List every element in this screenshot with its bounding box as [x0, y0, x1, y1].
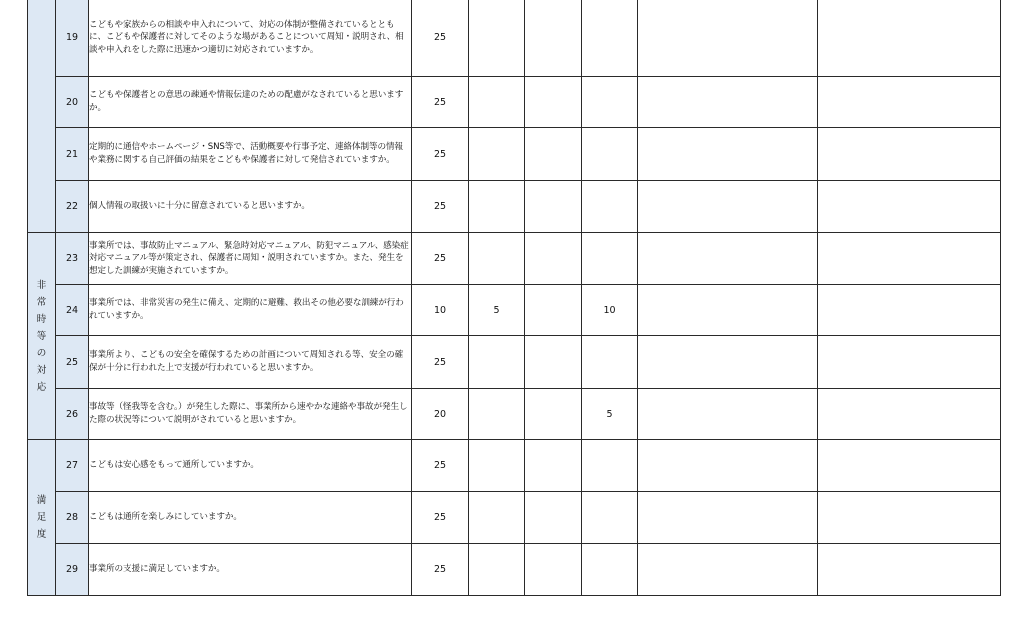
comment-cell: [638, 0, 818, 77]
response-cell: [818, 181, 1001, 233]
comment-cell: [638, 492, 818, 544]
count-cell: 5: [469, 285, 525, 336]
count-cell: [582, 0, 638, 77]
row-number: 29: [56, 544, 89, 596]
count-cell: [582, 336, 638, 389]
section-label-text: 満足度: [36, 495, 47, 540]
count-cell: [525, 389, 582, 440]
count-cell: [582, 128, 638, 181]
response-cell: [818, 0, 1001, 77]
section-label-text: 非常時等の対応: [36, 279, 47, 393]
count-cell: 25: [412, 233, 469, 285]
question-text: 事業所の支援に満足していますか。: [89, 544, 412, 596]
count-cell: [525, 77, 582, 128]
response-cell: [818, 336, 1001, 389]
table-row: [28, 0, 1001, 77]
count-cell: [582, 233, 638, 285]
count-cell: 25: [412, 440, 469, 492]
count-cell: [582, 492, 638, 544]
response-cell: [818, 285, 1001, 336]
table-row: [28, 492, 1001, 544]
table-row: [28, 389, 1001, 440]
count-cell: [469, 0, 525, 77]
comment-cell: [638, 285, 818, 336]
question-text: 事業所より、こどもの安全を確保するための計画について周知される等、安全の確保が十分に行われた上で支援が行われていると思いますか。: [89, 336, 412, 389]
count-cell: 25: [412, 128, 469, 181]
comment-cell: [638, 440, 818, 492]
response-cell: [818, 440, 1001, 492]
row-number: 22: [56, 181, 89, 233]
response-cell: [818, 544, 1001, 596]
count-cell: [525, 544, 582, 596]
count-cell: 10: [412, 285, 469, 336]
count-cell: 25: [412, 181, 469, 233]
section-label-emergency: [28, 233, 56, 440]
comment-cell: [638, 233, 818, 285]
response-cell: [818, 128, 1001, 181]
count-cell: [469, 544, 525, 596]
question-text: こどもや保護者との意思の疎通や情報伝達のための配慮がなされていると思いますか。: [89, 77, 412, 128]
count-cell: [469, 128, 525, 181]
count-cell: [582, 440, 638, 492]
count-cell: 25: [412, 77, 469, 128]
count-cell: [469, 233, 525, 285]
response-cell: [818, 233, 1001, 285]
question-text: 事故等（怪我等を含む。）が発生した際に、事業所から速やかな連絡や事故が発生した際の状況等について説明がされていると思いますか。: [89, 389, 412, 440]
survey-table: [27, 0, 1001, 596]
question-text: 事業所では、非常災害の発生に備え、定期的に避難、救出その他必要な訓練が行われていますか。: [89, 285, 412, 336]
count-cell: [582, 544, 638, 596]
count-cell: [469, 336, 525, 389]
count-cell: 25: [412, 492, 469, 544]
count-cell: [469, 389, 525, 440]
count-cell: [469, 492, 525, 544]
table-row: [28, 544, 1001, 596]
count-cell: [525, 336, 582, 389]
comment-cell: [638, 336, 818, 389]
question-text: こどもは安心感をもって通所していますか。: [89, 440, 412, 492]
count-cell: 20: [412, 389, 469, 440]
comment-cell: [638, 77, 818, 128]
count-cell: [525, 181, 582, 233]
row-number: 25: [56, 336, 89, 389]
section-label-satisfaction: [28, 440, 56, 596]
count-cell: [582, 181, 638, 233]
count-cell: 25: [412, 336, 469, 389]
response-cell: [818, 492, 1001, 544]
comment-cell: [638, 544, 818, 596]
question-text: 定期的に通信やホームページ・SNS等で、活動概要や行事予定、連絡体制等の情報や業務に関する自己評価の結果をこどもや保護者に対して発信されていますか。: [89, 128, 412, 181]
question-text: 個人情報の取扱いに十分に留意されていると思いますか。: [89, 181, 412, 233]
response-cell: [818, 77, 1001, 128]
count-cell: 25: [412, 0, 469, 77]
row-number: 21: [56, 128, 89, 181]
question-text: こどもや家族からの相談や申入れについて、対応の体制が整備されているとともに、こどもや保護者に対してそのような場があることについて周知・説明され、相談や申入れをした際に迅速かつ適切に対応されていますか。: [89, 0, 412, 77]
count-cell: [525, 492, 582, 544]
count-cell: [469, 440, 525, 492]
comment-cell: [638, 181, 818, 233]
count-cell: [525, 128, 582, 181]
table-row: [28, 181, 1001, 233]
row-number: 19: [56, 0, 89, 77]
table-row: [28, 233, 1001, 285]
table-row: [28, 77, 1001, 128]
table-row: [28, 128, 1001, 181]
question-text: 事業所では、事故防止マニュアル、緊急時対応マニュアル、防犯マニュアル、感染症対応マニュアル等が策定され、保護者に周知・説明されていますか。また、発生を想定した訓練が実施されていますか。: [89, 233, 412, 285]
count-cell: [469, 181, 525, 233]
row-number: 27: [56, 440, 89, 492]
table-row: [28, 285, 1001, 336]
table-row: [28, 440, 1001, 492]
count-cell: [525, 233, 582, 285]
count-cell: [469, 77, 525, 128]
question-text: こどもは通所を楽しみにしていますか。: [89, 492, 412, 544]
count-cell: [582, 77, 638, 128]
count-cell: 10: [582, 285, 638, 336]
comment-cell: [638, 128, 818, 181]
row-number: 24: [56, 285, 89, 336]
count-cell: [525, 440, 582, 492]
section-cell-previous: [28, 0, 56, 233]
count-cell: [525, 285, 582, 336]
table-row: [28, 336, 1001, 389]
row-number: 23: [56, 233, 89, 285]
count-cell: [525, 0, 582, 77]
count-cell: 25: [412, 544, 469, 596]
row-number: 20: [56, 77, 89, 128]
count-cell: 5: [582, 389, 638, 440]
row-number: 26: [56, 389, 89, 440]
row-number: 28: [56, 492, 89, 544]
response-cell: [818, 389, 1001, 440]
comment-cell: [638, 389, 818, 440]
